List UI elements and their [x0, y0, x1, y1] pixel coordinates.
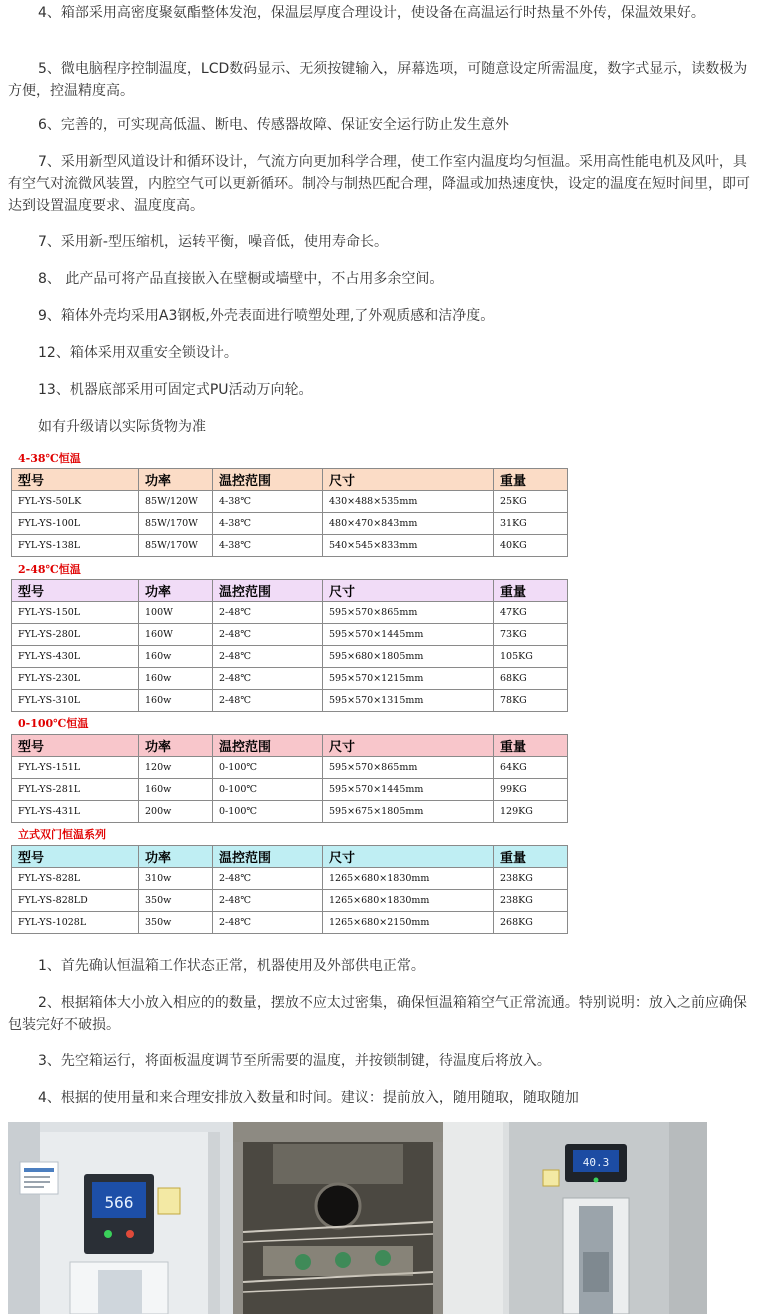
cell-model: FYL-YS-828LD	[12, 890, 139, 912]
header-temp-range: 温控范围	[213, 846, 323, 868]
product-photo-interior	[233, 1122, 443, 1314]
cell-model: FYL-YS-151L	[12, 757, 139, 779]
usage-step-1: 1、首先确认恒温箱工作状态正常，机器使用及外部供电正常。	[38, 958, 425, 974]
header-size: 尺寸	[323, 735, 494, 757]
feature-paragraph-protection: 6、完善的，可实现高低温、断电、传感器故障、保证安全运行防止发生意外	[38, 117, 509, 133]
table-header-row	[12, 846, 568, 868]
header-weight: 重量	[494, 580, 568, 602]
cell-weight: 64KG	[494, 757, 568, 779]
header-temp-range: 温控范围	[213, 735, 323, 757]
cell-model: FYL-YS-281L	[12, 779, 139, 801]
photo3-display-value: 40.3	[582, 1156, 610, 1169]
cell-power: 85W/170W	[139, 513, 213, 535]
upgrade-note: 如有升级请以实际货物为准	[38, 419, 206, 435]
cell-temp-range: 4-38℃	[213, 513, 323, 535]
cell-size: 540×545×833mm	[323, 535, 494, 557]
cell-power: 350w	[139, 890, 213, 912]
header-model: 型号	[12, 580, 139, 602]
cell-weight: 129KG	[494, 801, 568, 823]
cell-temp-range: 2-48℃	[213, 646, 323, 668]
header-power: 功率	[139, 580, 213, 602]
cell-temp-range: 2-48℃	[213, 868, 323, 890]
cell-model: FYL-YS-828L	[12, 868, 139, 890]
cell-weight: 238KG	[494, 868, 568, 890]
cell-model: FYL-YS-138L	[12, 535, 139, 557]
header-power: 功率	[139, 469, 213, 491]
cell-temp-range: 4-38℃	[213, 535, 323, 557]
cell-power: 160w	[139, 690, 213, 712]
feature-paragraph-airflow: 7、采用新型风道设计和循环设计，气流方向更加科学合理，使工作室内温度均匀恒温。采用高性能电机及风叶，具有空气对流微风装置，内腔空气可以更新循环。制冷与制热匹配合理，降温或加热速度快，设定的温度在短时间里，即可达到设置温度要求、温度度高。	[8, 154, 750, 214]
cell-weight: 31KG	[494, 513, 568, 535]
cell-size: 595×680×1805mm	[323, 646, 494, 668]
table-row	[12, 491, 568, 513]
cell-size: 1265×680×1830mm	[323, 890, 494, 912]
cell-power: 160W	[139, 624, 213, 646]
cell-model: FYL-YS-1028L	[12, 912, 139, 934]
cell-model: FYL-YS-50LK	[12, 491, 139, 513]
cell-power: 350w	[139, 912, 213, 934]
cell-power: 160w	[139, 668, 213, 690]
cell-weight: 25KG	[494, 491, 568, 513]
product-photo-upright	[443, 1122, 707, 1314]
table-row	[12, 757, 568, 779]
cell-weight: 268KG	[494, 912, 568, 934]
spec-table-4-38	[11, 468, 568, 557]
cell-temp-range: 2-48℃	[213, 602, 323, 624]
table-row	[12, 646, 568, 668]
photo1-display-value: 566	[104, 1193, 134, 1212]
cell-power: 100W	[139, 602, 213, 624]
header-power: 功率	[139, 846, 213, 868]
cell-size: 595×570×1215mm	[323, 668, 494, 690]
cell-size: 595×570×865mm	[323, 602, 494, 624]
table-header-row	[12, 735, 568, 757]
cell-size: 595×570×1445mm	[323, 779, 494, 801]
spec-table-2-48	[11, 579, 568, 712]
cell-model: FYL-YS-230L	[12, 668, 139, 690]
cell-size: 595×570×1315mm	[323, 690, 494, 712]
cell-temp-range: 2-48℃	[213, 890, 323, 912]
usage-step-4: 4、根据的使用量和来合理安排放入数量和时间。建议：提前放入，随用随取，随取随加	[38, 1090, 579, 1106]
cell-temp-range: 0-100℃	[213, 779, 323, 801]
feature-paragraph-lock: 12、箱体采用双重安全锁设计。	[38, 345, 238, 361]
cell-temp-range: 0-100℃	[213, 757, 323, 779]
cell-power: 310w	[139, 868, 213, 890]
header-model: 型号	[12, 735, 139, 757]
cell-power: 85W/120W	[139, 491, 213, 513]
table-row	[12, 668, 568, 690]
section-title-4-38: 4-38℃恒温	[18, 452, 81, 465]
cell-model: FYL-YS-430L	[12, 646, 139, 668]
cell-model: FYL-YS-280L	[12, 624, 139, 646]
table-row	[12, 624, 568, 646]
cell-temp-range: 2-48℃	[213, 690, 323, 712]
feature-paragraph-insulation: 4、箱部采用高密度聚氨酯整体发泡，保温层厚度合理设计，使设备在高温运行时热量不外传，保温效果好。	[38, 5, 705, 21]
usage-step-3: 3、先空箱运行，将面板温度调节至所需要的温度，并按锁制键，待温度后将放入。	[38, 1053, 551, 1069]
cell-power: 120w	[139, 757, 213, 779]
cell-temp-range: 2-48℃	[213, 668, 323, 690]
cell-weight: 40KG	[494, 535, 568, 557]
usage-step-2: 2、根据箱体大小放入相应的的数量，摆放不应太过密集，确保恒温箱箱空气正常流通。特别说明：放入之前应确保包装完好不破损。	[8, 995, 747, 1033]
cell-size: 1265×680×2150mm	[323, 912, 494, 934]
cell-model: FYL-YS-310L	[12, 690, 139, 712]
header-temp-range: 温控范围	[213, 580, 323, 602]
cell-weight: 105KG	[494, 646, 568, 668]
cell-power: 160w	[139, 779, 213, 801]
header-temp-range: 温控范围	[213, 469, 323, 491]
cell-power: 200w	[139, 801, 213, 823]
feature-paragraph-shell: 9、箱体外壳均采用A3钢板,外壳表面进行喷塑处理,了外观质感和洁净度。	[38, 308, 495, 324]
table-header-row	[12, 580, 568, 602]
table-row	[12, 801, 568, 823]
cell-size: 430×488×535mm	[323, 491, 494, 513]
header-size: 尺寸	[323, 469, 494, 491]
cell-power: 160w	[139, 646, 213, 668]
cell-size: 595×675×1805mm	[323, 801, 494, 823]
section-title-2-48: 2-48℃恒温	[18, 563, 81, 576]
spec-table-0-100	[11, 734, 568, 823]
header-model: 型号	[12, 469, 139, 491]
header-power: 功率	[139, 735, 213, 757]
cell-size: 595×570×1445mm	[323, 624, 494, 646]
cell-size: 480×470×843mm	[323, 513, 494, 535]
header-weight: 重量	[494, 469, 568, 491]
cell-weight: 47KG	[494, 602, 568, 624]
feature-paragraph-embedded: 8、 此产品可将产品直接嵌入在壁橱或墙壁中，不占用多余空间。	[38, 271, 444, 287]
cell-weight: 78KG	[494, 690, 568, 712]
header-weight: 重量	[494, 735, 568, 757]
cell-size: 1265×680×1830mm	[323, 868, 494, 890]
table-row	[12, 602, 568, 624]
section-title-double-door: 立式双门恒温系列	[18, 828, 106, 841]
cell-power: 85W/170W	[139, 535, 213, 557]
spec-table-double-door	[11, 845, 568, 934]
incubator-front-illustration	[8, 1122, 233, 1314]
header-size: 尺寸	[323, 846, 494, 868]
table-row	[12, 535, 568, 557]
header-weight: 重量	[494, 846, 568, 868]
table-row	[12, 779, 568, 801]
header-size: 尺寸	[323, 580, 494, 602]
incubator-upright-illustration	[443, 1122, 707, 1314]
feature-paragraph-casters: 13、机器底部采用可固定式PU活动万向轮。	[38, 382, 313, 398]
cell-model: FYL-YS-150L	[12, 602, 139, 624]
table-row	[12, 912, 568, 934]
table-row	[12, 690, 568, 712]
cell-temp-range: 4-38℃	[213, 491, 323, 513]
feature-paragraph-compressor: 7、采用新-型压缩机，运转平衡，噪音低，使用寿命长。	[38, 234, 388, 250]
section-title-0-100: 0-100℃恒温	[18, 717, 89, 730]
incubator-interior-illustration	[233, 1122, 443, 1314]
cell-weight: 99KG	[494, 779, 568, 801]
table-row	[12, 890, 568, 912]
cell-temp-range: 2-48℃	[213, 912, 323, 934]
cell-temp-range: 2-48℃	[213, 624, 323, 646]
header-model: 型号	[12, 846, 139, 868]
cell-weight: 68KG	[494, 668, 568, 690]
table-header-row	[12, 469, 568, 491]
cell-temp-range: 0-100℃	[213, 801, 323, 823]
table-row	[12, 868, 568, 890]
product-photo-front	[8, 1122, 233, 1314]
cell-size: 595×570×865mm	[323, 757, 494, 779]
cell-weight: 238KG	[494, 890, 568, 912]
feature-paragraph-control: 5、微电脑程序控制温度，LCD数码显示、无须按键输入，屏幕选项，可随意设定所需温度，数字式显示，读数极为方便，控温精度高。	[8, 61, 748, 99]
table-row	[12, 513, 568, 535]
cell-weight: 73KG	[494, 624, 568, 646]
cell-model: FYL-YS-431L	[12, 801, 139, 823]
cell-model: FYL-YS-100L	[12, 513, 139, 535]
